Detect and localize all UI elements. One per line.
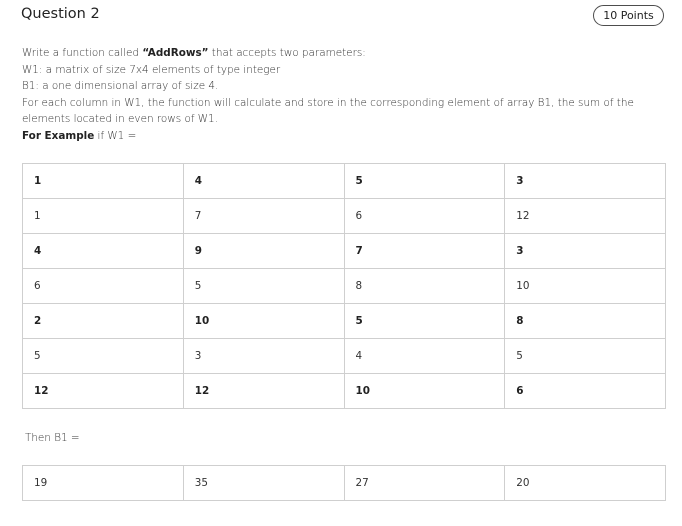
prompt-line-4: For each column in W1, the function will calculate and store in the corresponding element of array B1, the sum of the elements located in even rows of W1. — [22, 96, 634, 126]
w1-matrix-table — [22, 163, 666, 409]
table-cell: 12 — [505, 199, 666, 234]
question-prompt — [22, 45, 662, 145]
then-b1-label: Then B1 = — [25, 432, 80, 444]
table-row — [23, 269, 666, 304]
prompt-example-line: For Example if W1 = — [22, 129, 137, 142]
table-cell: 6 — [23, 269, 184, 304]
table-cell: 35 — [183, 466, 344, 501]
table-cell: 4 — [23, 234, 184, 269]
table-cell: 4 — [183, 164, 344, 199]
table-row — [23, 304, 666, 339]
table-cell: 3 — [505, 234, 666, 269]
table-cell: 8 — [505, 304, 666, 339]
question-title: Question 2 — [21, 6, 100, 22]
table-cell: 12 — [23, 374, 184, 409]
table-cell: 10 — [505, 269, 666, 304]
table-cell: 5 — [505, 339, 666, 374]
table-cell: 10 — [344, 374, 505, 409]
table-cell: 5 — [344, 304, 505, 339]
table-row — [23, 466, 666, 501]
table-cell: 19 — [23, 466, 184, 501]
table-cell: 5 — [344, 164, 505, 199]
table-cell: 12 — [183, 374, 344, 409]
points-badge: 10 Points — [593, 5, 664, 26]
b1-array-table — [22, 465, 666, 501]
table-cell: 7 — [183, 199, 344, 234]
table-cell: 8 — [344, 269, 505, 304]
prompt-line-2: W1: a matrix of size 7x4 elements of type integer — [22, 63, 281, 76]
table-cell: 4 — [344, 339, 505, 374]
table-cell: 6 — [505, 374, 666, 409]
prompt-line-1: Write a function called “AddRows” that accepts two parameters: — [22, 47, 366, 59]
table-cell: 6 — [344, 199, 505, 234]
table-row — [23, 199, 666, 234]
table-cell: 1 — [23, 164, 184, 199]
table-cell: 3 — [505, 164, 666, 199]
table-cell: 10 — [183, 304, 344, 339]
table-cell: 9 — [183, 234, 344, 269]
table-cell: 5 — [183, 269, 344, 304]
table-cell: 20 — [505, 466, 666, 501]
prompt-line-3: B1: a one dimensional array of size 4. — [22, 80, 219, 93]
function-name: “AddRows” — [142, 47, 209, 59]
table-row — [23, 339, 666, 374]
table-cell: 1 — [23, 199, 184, 234]
table-row — [23, 374, 666, 409]
table-row — [23, 164, 666, 199]
table-cell: 2 — [23, 304, 184, 339]
table-cell: 3 — [183, 339, 344, 374]
table-cell: 5 — [23, 339, 184, 374]
table-row — [23, 234, 666, 269]
table-cell: 7 — [344, 234, 505, 269]
table-cell: 27 — [344, 466, 505, 501]
